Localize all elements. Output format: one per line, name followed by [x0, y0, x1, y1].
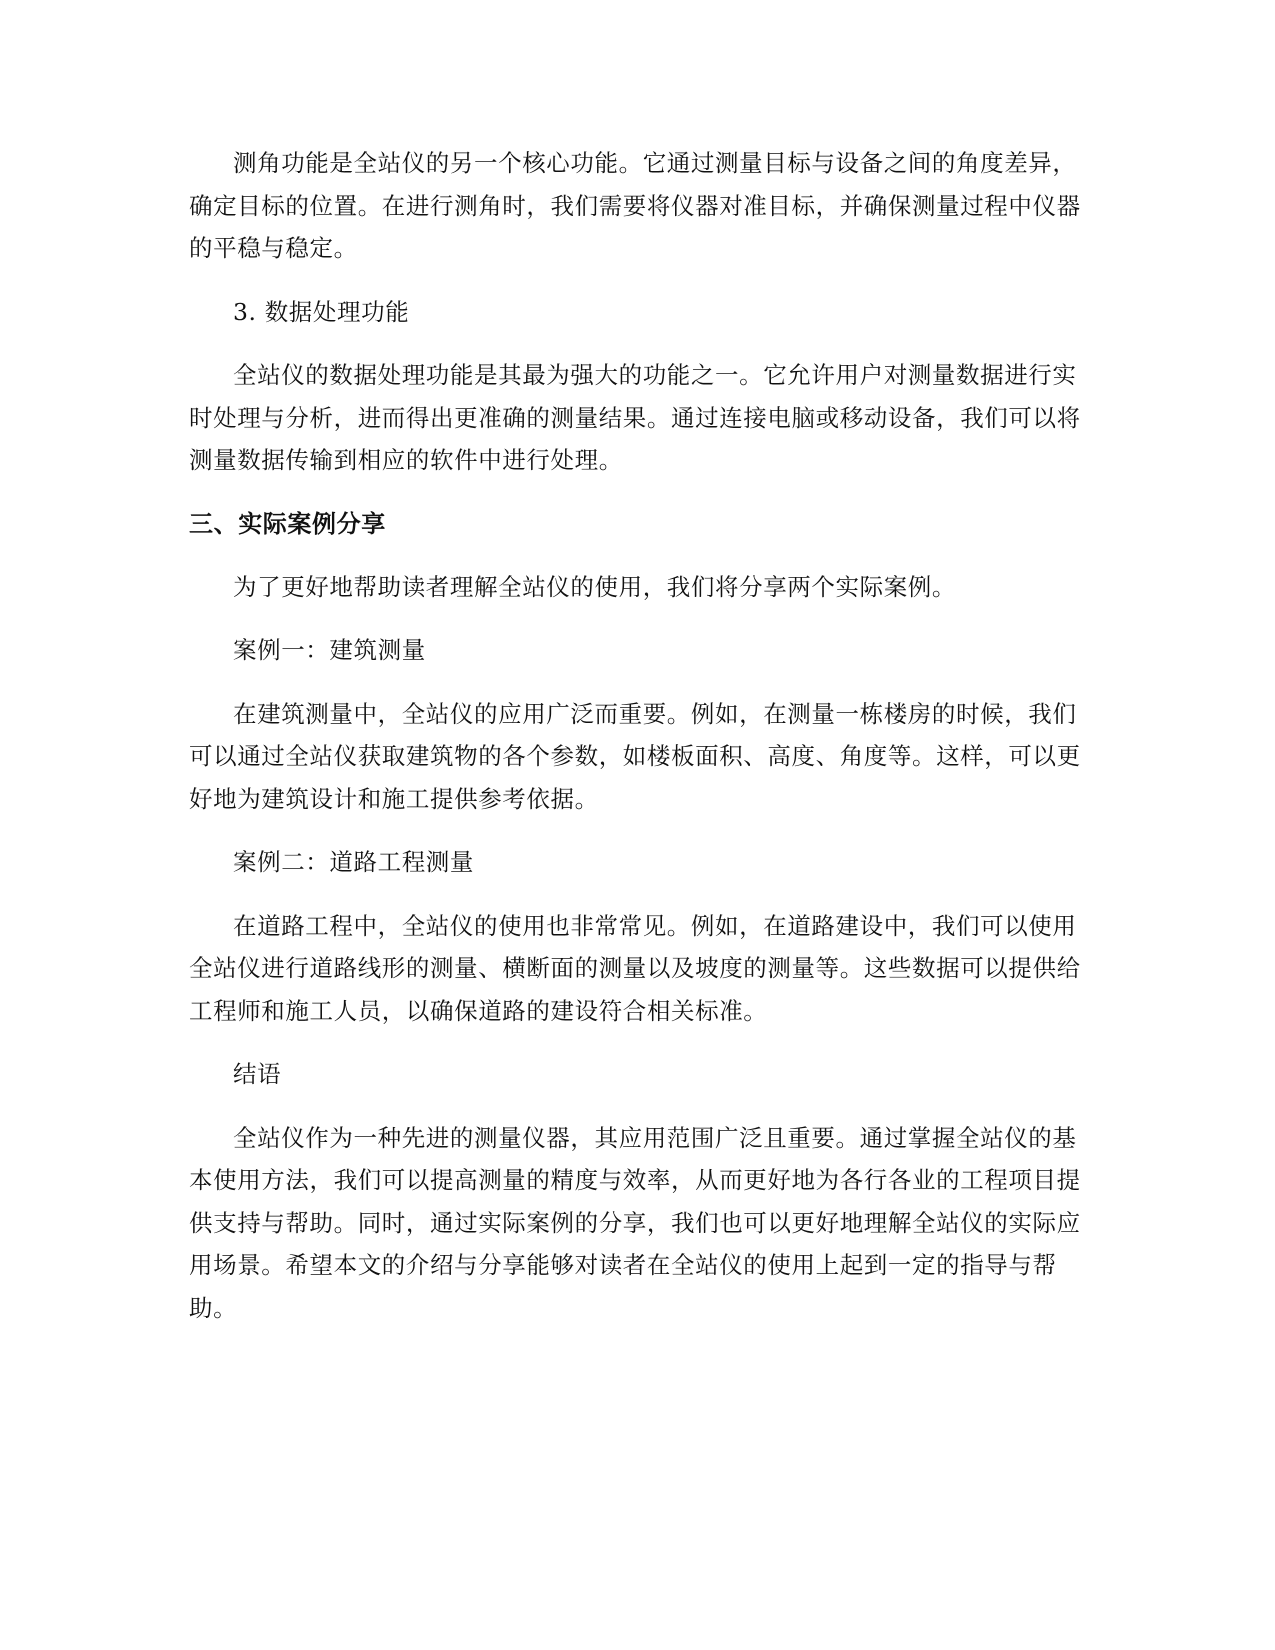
subheading-case-one: 案例一：建筑测量 [233, 636, 426, 664]
section-heading-cases: 三、实际案例分享 [189, 509, 386, 538]
paragraph-data-processing: 全站仪的数据处理功能是其最为强大的功能之一。它允许用户对测量数据进行实时处理与分析，进而得出更准确的测量结果。通过连接电脑或移动设备，我们可以将测量数据传输到相应的软件中进行处理。 [189, 361, 1081, 474]
paragraph-case-two: 在道路工程中，全站仪的使用也非常常见。例如，在道路建设中，我们可以使用全站仪进行道路线形的测量、横断面的测量以及坡度的测量等。这些数据可以提供给工程师和施工人员，以确保道路的建设符合相关标准。 [189, 911, 1081, 1025]
subheading-conclusion: 结语 [233, 1060, 282, 1088]
paragraph-conclusion: 全站仪作为一种先进的测量仪器，其应用范围广泛且重要。通过掌握全站仪的基本使用方法，我们可以提高测量的精度与效率，从而更好地为各行各业的工程项目提供支持与帮助。同时，通过实际案例的分享，我们也可以更好地理解全站仪的实际应用场景。希望本文的介绍与分享能够对读者在全站仪的使用上起到一定的指导与帮助。 [189, 1123, 1081, 1322]
paragraph-cases-intro: 为了更好地帮助读者理解全站仪的使用，我们将分享两个实际案例。 [233, 572, 956, 601]
paragraph-angle-function: 测角功能是全站仪的另一个核心功能。它通过测量目标与设备之间的角度差异，确定目标的位置。在进行测角时，我们需要将仪器对准目标，并确保测量过程中仪器的平稳与稳定。 [189, 149, 1081, 262]
subheading-case-two: 案例二：道路工程测量 [233, 848, 474, 876]
paragraph-case-one: 在建筑测量中，全站仪的应用广泛而重要。例如，在测量一栋楼房的时候，我们可以通过全站仪获取建筑物的各个参数，如楼板面积、高度、角度等。这样，可以更好地为建筑设计和施工提供参考依据。 [189, 699, 1081, 813]
subheading-data-processing: 3. 数据处理功能 [233, 297, 410, 326]
document-body [189, 142, 1089, 1350]
